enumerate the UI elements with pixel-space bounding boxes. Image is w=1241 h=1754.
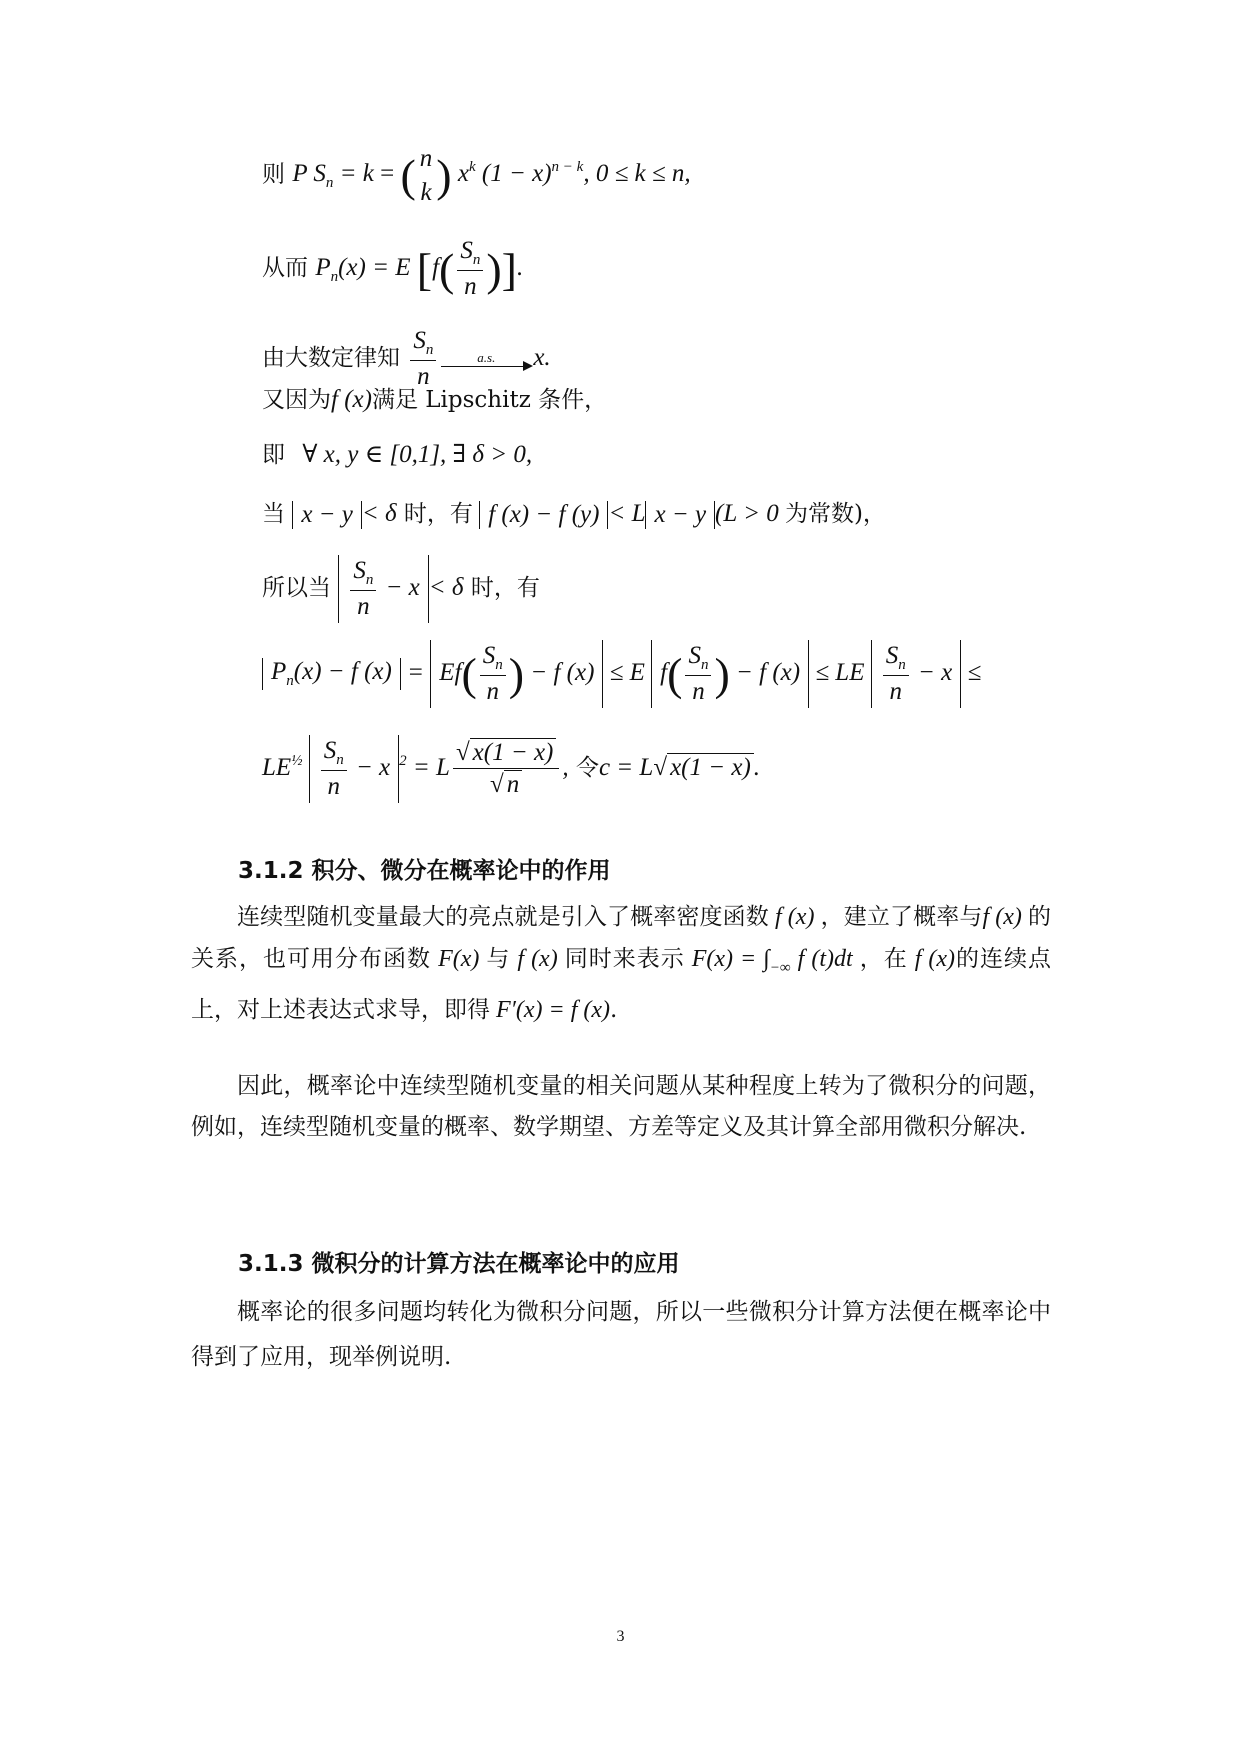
condition-line [262,555,540,623]
lipschitz-condition-line [262,495,886,529]
section-3-1-2-paragraph-1: 连续型随机变量最大的亮点就是引入了概率密度函数 f (x) ，建立了概率与f (x) 的关系，也可用分布函数 F(x) 与 f (x) 同时来表示 $F(x) = \int_{-\infty}$ f (t)dt ，在 f (x)的连续点上，对上述表达式求导，即得 F′(x) = f (x). [191,904,1052,1023]
text-prefix: 从而 [262,254,308,281]
text-mid: 时，有 [396,501,473,527]
math-eq: = [380,160,395,188]
section-heading-3-1-2: 3.1.2 积分、微分在概率论中的作用 [238,858,611,884]
formula-expectation-line [262,235,523,303]
math-range: , 0 ≤ k ≤ n, [583,160,691,188]
lipschitz-line [262,381,607,414]
binomial-formula: P $S_n = k$ = ( n k ) $x^k$ $(1 - x)^{n - k}$, 0 ≤ k ≤ n, [292,160,690,187]
math-one-minus-x: (1 − x) [481,160,552,188]
text-prefix: 当 [262,501,285,527]
quantifier-formula: ∀ x, y ∈ [0,1], ∃ δ > 0, [302,441,533,468]
text-constant: 为常数 [784,501,854,527]
quantifier-line [262,436,532,469]
text-prefix: 即 [262,442,285,468]
text-lipschitz: 满足 Lipschitz 条件， [371,387,608,413]
inequality-chain-line [262,640,981,708]
cdf-integral-formula: $F(x) = \int_{-\infty}$ f (t)dt [684,946,860,976]
derivative-formula: F′(x) = f (x) [490,997,611,1023]
formula-binomial-line [262,142,691,210]
binomial-coefficient: n k [419,145,433,206]
math-ps: P S [292,160,326,188]
lln-formula: $\frac{S_n}{n}$ a.s. x. [407,344,550,371]
lipschitz-inequality: f (x) − f (y) < L x − y (L > 0 [473,500,785,527]
convergence-arrow: a.s. [441,351,531,366]
condition-formula: $\frac{S_n}{n}$ − x < δ [338,574,463,601]
text-suffix: 时，有 [463,574,540,601]
math-sup-k: k [468,159,476,176]
bound-line [262,735,760,803]
text-let: 令 [568,754,599,781]
section-3-1-2-paragraph-2: 因此，概率论中连续型随机变量的相关问题从某种程度上转为了微积分的问题，例如，连续型随机变量的概率、数学期望、方差等定义及其计算全部用微积分解决. [191,1073,1051,1140]
c-definition: c = L√ x(1 − x) . [598,753,761,781]
page-number: 3 [616,1628,625,1645]
text-prefix: 则 [262,161,285,188]
text-prefix: 所以当 [262,574,331,601]
expectation-formula: $P_n(x) = E$ [f( $\frac{S_n}{n}$ )]. [315,254,523,281]
math-sup-nk: n − k [551,159,584,176]
math-sub: n [325,175,334,192]
section-heading-3-1-3: 3.1.3 微积分的计算方法在概率论中的应用 [238,1251,680,1277]
inequality-chain: $P_n(x) - f$ (x) = Ef( $\frac{S_n}{n}$ ) − f (x) ≤ E f( $\frac{S_n}{n}$ ) − f (x) ≤ LE $\frac{S_n}{n}$ − x ≤ [262,659,981,686]
math-x: x [457,160,469,188]
math-fx: f (x) [331,386,372,413]
bound-formula: $LE^{\frac{1}{2}}$ $\frac{S_n}{n}$ − x $^2$ = L $\frac{√ x(1 - x)}{√ n}$ , [262,754,569,781]
text-prefix: 由大数定律知 [262,344,400,371]
fraction-sn-n: $\frac{S_n}{n}$ [410,325,436,393]
section-3-1-3-paragraph-1: 概率论的很多问题均转化为微积分问题，所以一些微积分计算方法便在概率论中得到了应用，现举例说明. [191,1299,1051,1370]
text-prefix: 又因为 [262,387,331,413]
fraction-sn-n: $\frac{S_n}{n}$ [457,235,483,303]
text-end: )， [853,501,886,527]
lipschitz-formula: x − y < δ [292,500,396,527]
math-eqk: = k [339,160,374,188]
